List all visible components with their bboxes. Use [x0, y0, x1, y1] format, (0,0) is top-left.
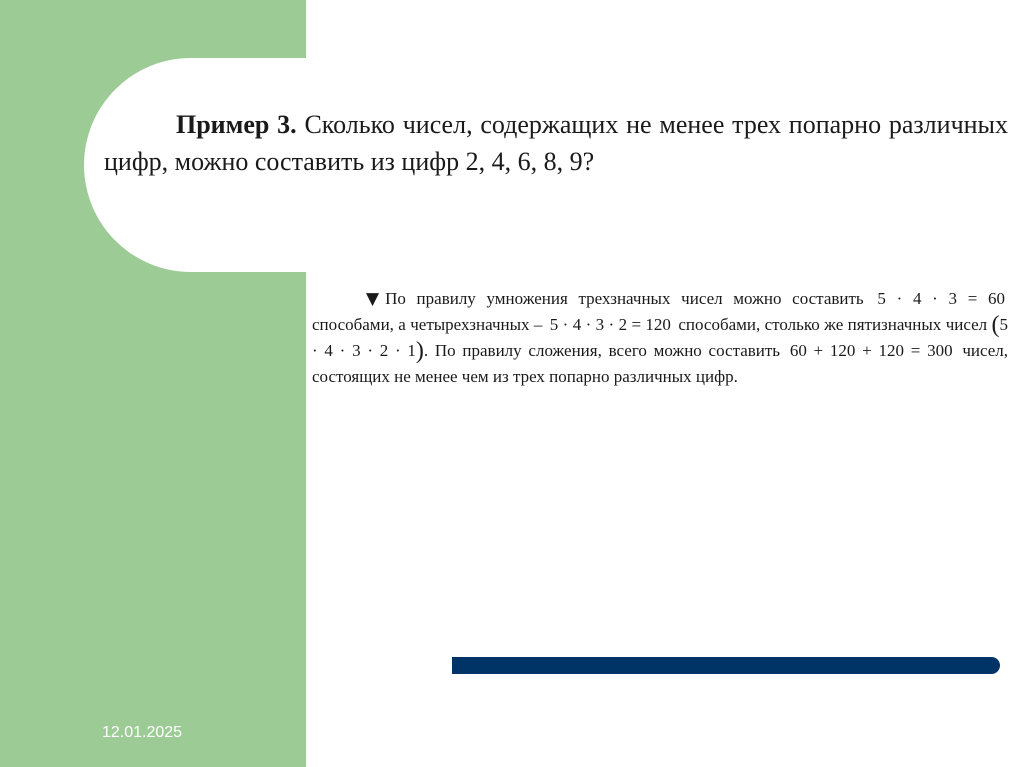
formula-sum: 60 + 120 + 120 = 300 — [789, 341, 953, 360]
solution-part-4: . По правилу сложения, всего можно составить — [423, 341, 781, 360]
triangle-down-icon: ▼ — [366, 289, 380, 309]
solution-text — [312, 286, 1008, 390]
problem-label: Пример 3. — [176, 110, 297, 139]
solution-part-5: чисел, состоящих не менее чем из трех попарно различных цифр. — [312, 341, 1009, 386]
formula-three-digit: 5 · 4 · 3 = 60 — [877, 289, 1005, 308]
slide-date: 12.01.2025 — [102, 724, 183, 741]
formula-four-digit: 5 · 4 · 3 · 2 = 120 — [549, 315, 671, 334]
paren-close: ) — [415, 338, 424, 364]
paren-open: ( — [991, 312, 1000, 338]
formula-five-digit: 5 · 4 · 3 · 2 · 1 — [312, 315, 1009, 360]
decorative-blue-bar — [452, 657, 1000, 674]
problem-question: Сколько чисел, содержащих не менее трех попарно различных цифр, можно составить из цифр 2, 4, 6, 8, 9? — [104, 110, 1009, 176]
solution-part-2: способами, а четырехзначных – — [312, 315, 543, 334]
solution-part-3: способами, столько же пятизначных чисел — [678, 315, 988, 334]
problem-statement — [104, 106, 1008, 180]
solution-part-1: По правилу умножения трехзначных чисел можно составить — [385, 289, 864, 308]
